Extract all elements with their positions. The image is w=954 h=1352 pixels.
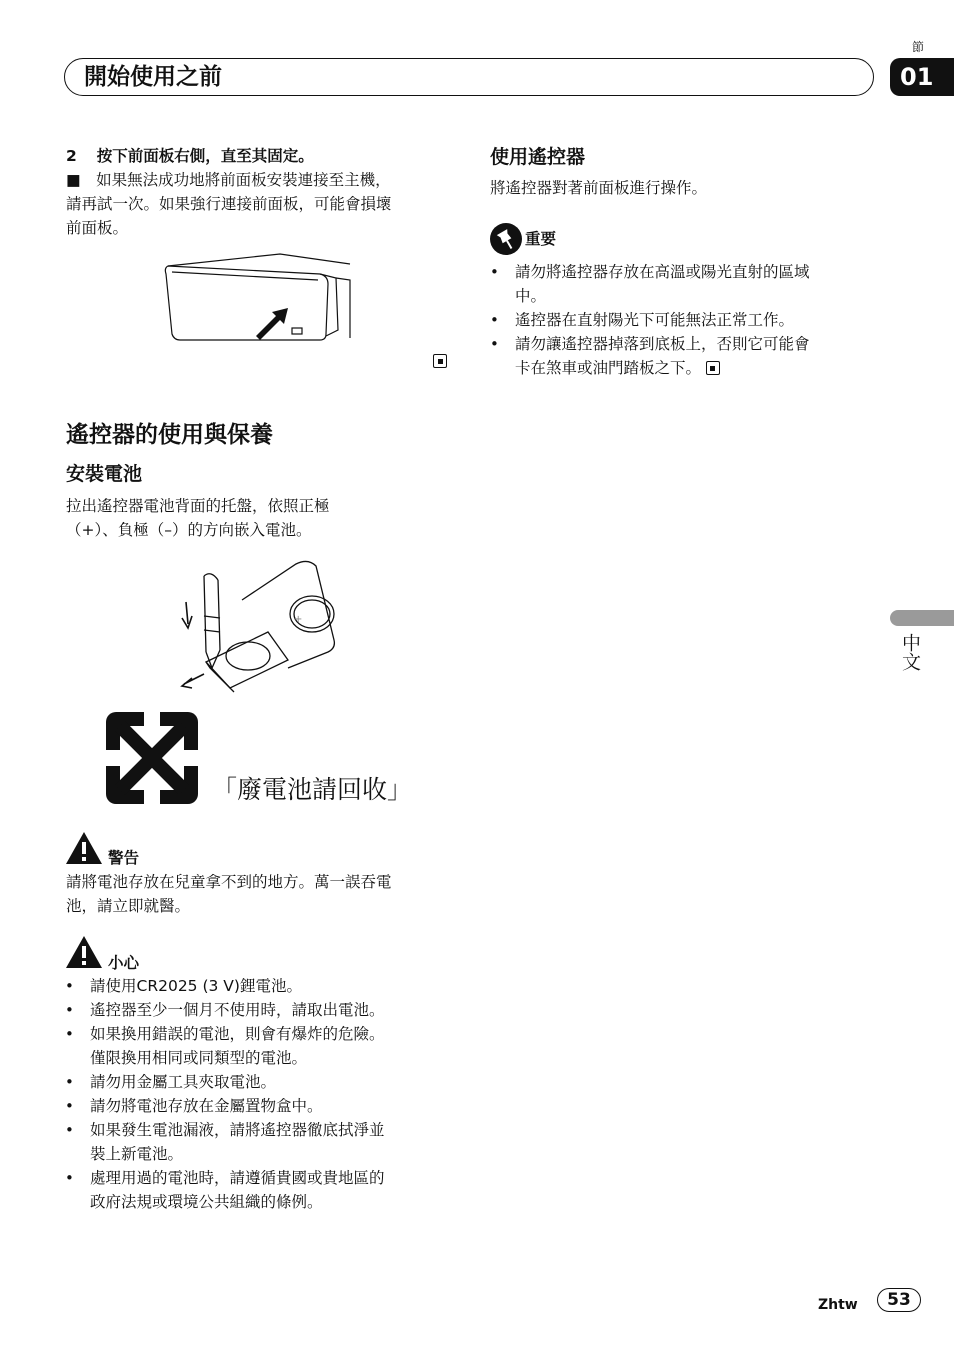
step-number: 2 xyxy=(66,147,77,165)
warning-triangle-icon xyxy=(64,830,104,866)
use-remote-intro: 將遙控器對著前面板進行操作。 xyxy=(490,179,708,197)
battery-line1: 拉出遙控器電池背面的托盤，依照正極 xyxy=(66,497,330,515)
step-text: 按下前面板右側，直至其固定。 xyxy=(96,147,314,165)
warning-line1: 請將電池存放在兒童拿不到的地方。萬一誤吞電 xyxy=(66,873,392,891)
battery-title: 安裝電池 xyxy=(66,463,143,485)
caution-triangle-icon xyxy=(64,934,104,970)
important-pushpin-icon xyxy=(489,222,523,256)
step-note-line1: ■ 如果無法成功地將前面板安裝連接至主機， xyxy=(66,171,391,189)
warning-title: 警告 xyxy=(108,849,140,867)
page-number: 53 xyxy=(877,1288,921,1312)
important-item: • 遙控器在直射陽光下可能無法正常工作。 xyxy=(489,308,869,332)
language-label: 中文 xyxy=(899,633,921,671)
caution-title: 小心 xyxy=(108,954,140,972)
caution-list xyxy=(64,974,454,1214)
section-label: 節 xyxy=(912,40,925,54)
section-title-remote-care: 遙控器的使用與保養 xyxy=(66,422,273,448)
end-mark xyxy=(433,351,447,370)
caution-item: • 遙控器至少一個月不使用時，請取出電池。 xyxy=(64,998,454,1022)
caution-item: • 請使用CR2025 (3 V)鋰電池。 xyxy=(64,974,454,998)
battery-recycle-icon xyxy=(106,712,198,804)
end-mark xyxy=(706,361,720,375)
important-list xyxy=(489,260,869,380)
page-title: 開始使用之前 xyxy=(84,64,222,90)
footer-language-code: Zhtw xyxy=(818,1297,858,1313)
important-item: • 請勿讓遙控器掉落到底板上，否則它可能會 卡在煞車或油門踏板之下。 xyxy=(489,332,869,380)
recycle-text: 「廢電池請回收」 xyxy=(212,775,413,804)
caution-item: • 處理用過的電池時，請遵循貴國或貴地區的 政府法規或環境公共組織的條例。 xyxy=(64,1166,454,1214)
front-panel-illustration xyxy=(160,246,360,350)
caution-item: • 請勿將電池存放在金屬置物盒中。 xyxy=(64,1094,454,1118)
caution-item: • 如果發生電池漏液，請將遙控器徹底拭淨並 裝上新電池。 xyxy=(64,1118,454,1166)
caution-item: • 請勿用金屬工具夾取電池。 xyxy=(64,1070,454,1094)
warning-line2: 池，請立即就醫。 xyxy=(66,897,191,915)
step-2 xyxy=(66,144,314,168)
step-note-line2: 請再試一次。如果強行連接前面板，可能會損壞 xyxy=(66,195,392,213)
use-remote-title: 使用遙控器 xyxy=(490,146,586,168)
language-tab xyxy=(890,610,954,626)
battery-insertion-illustration xyxy=(176,556,340,694)
step-note-line3: 前面板。 xyxy=(66,219,129,237)
battery-line2: （+）、負極（–）的方向嵌入電池。 xyxy=(66,521,312,539)
important-item: • 請勿將遙控器存放在高溫或陽光直射的區域 中。 xyxy=(489,260,869,308)
caution-item: • 如果換用錯誤的電池，則會有爆炸的危險。 僅限換用相同或同類型的電池。 xyxy=(64,1022,454,1070)
important-title: 重要 xyxy=(525,230,557,248)
svg-text:+: + xyxy=(294,614,303,625)
section-number: 01 xyxy=(890,58,954,96)
